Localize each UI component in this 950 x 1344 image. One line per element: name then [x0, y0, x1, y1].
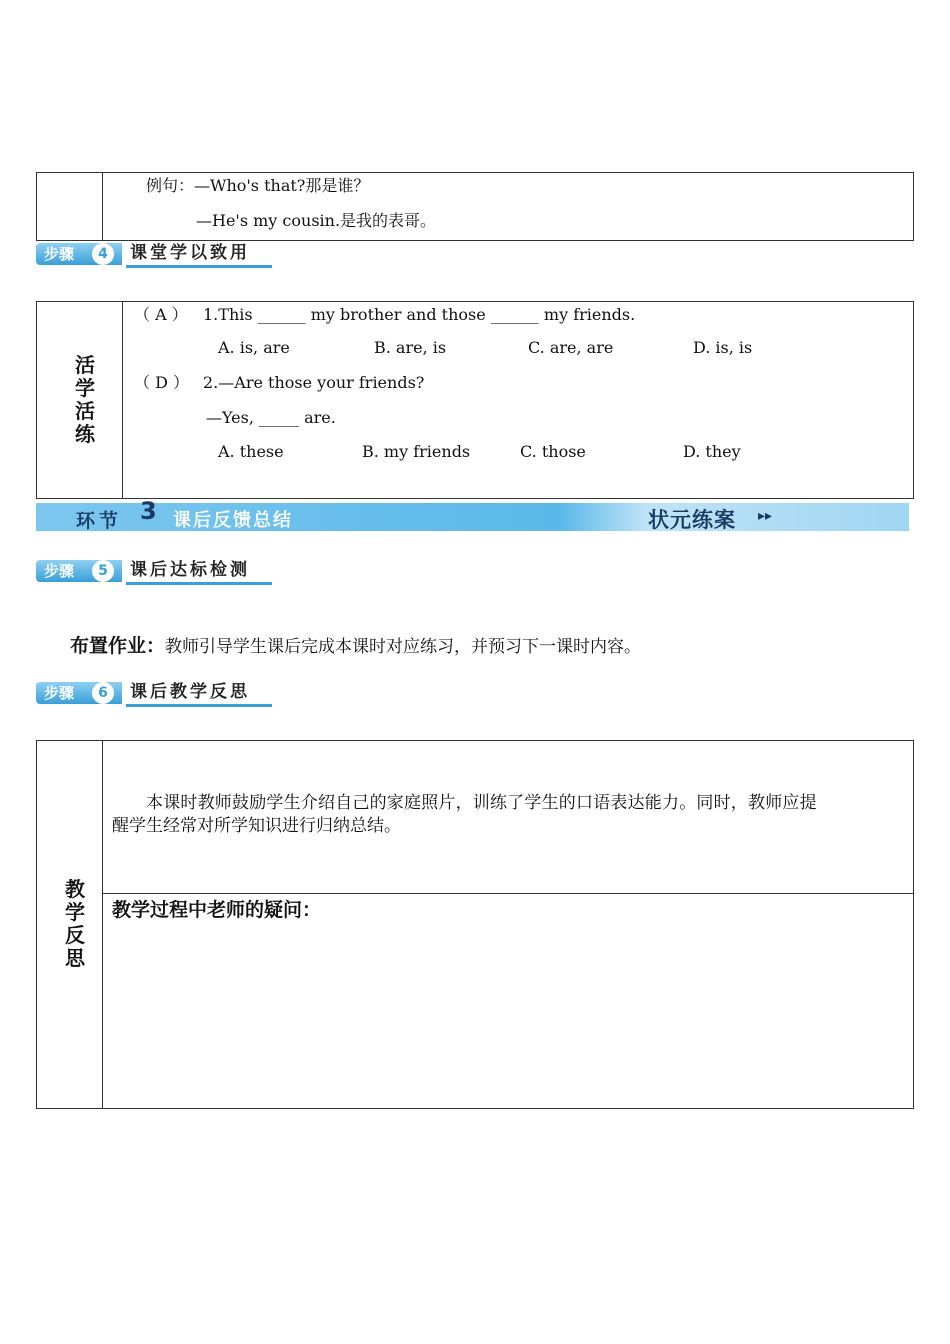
banner-title: 课后反馈总结 [173, 510, 293, 531]
banner-right-label: 状元练案 [648, 508, 736, 532]
step-4-number: 4 [92, 243, 114, 265]
q2-text: 2.—Are those your friends? [203, 373, 425, 392]
q1-option-a: A. is, are [218, 338, 290, 357]
reflection-line-1: 本课时教师鼓励学生介绍自己的家庭照片，训练了学生的口语表达能力。同时，教师应提 [146, 793, 817, 813]
step-6-pill: 步骤 [36, 682, 122, 704]
step-4-tag [36, 241, 270, 267]
step-6-label: 课后教学反思 [126, 680, 272, 707]
example-line-1: 例句：—Who's that?那是谁？ [146, 176, 370, 195]
homework-line [70, 634, 641, 659]
reflection-row-divider [102, 893, 914, 894]
section-banner [36, 497, 909, 532]
reflection-table-divider [102, 740, 103, 1109]
q2-line-2: —Yes, _____ are. [206, 408, 336, 427]
step-4-pill: 步骤 [36, 243, 122, 265]
banner-number: 3 [140, 497, 157, 525]
banner-part-label: 环节 [76, 510, 123, 532]
teacher-questions-label: 教学过程中老师的疑问： [112, 899, 322, 921]
q1-option-d: D. is, is [693, 338, 753, 357]
homework-label: 布置作业： [70, 635, 166, 657]
step-4-label: 课堂学以致用 [126, 241, 272, 268]
example-table-divider [102, 172, 103, 241]
q2-option-b: B. my friends [362, 442, 471, 461]
step-6-number: 6 [92, 682, 114, 704]
practice-table-divider [122, 301, 123, 499]
step-6-tag [36, 680, 270, 706]
practice-table [36, 301, 914, 499]
step-5-number: 5 [92, 560, 114, 582]
step-5-label: 课后达标检测 [126, 558, 272, 585]
practice-side-label: 活学活练 [75, 353, 95, 446]
q1-option-c: C. are, are [528, 338, 614, 357]
reflection-line-2: 醒学生经常对所学知识进行归纳总结。 [112, 816, 401, 836]
q1-answer: （ A ） [134, 305, 188, 324]
q2-option-c: C. those [520, 442, 586, 461]
step-5-pill: 步骤 [36, 560, 122, 582]
homework-text: 教师引导学生课后完成本课时对应练习，并预习下一课时内容。 [165, 637, 642, 657]
q1-option-b: B. are, is [374, 338, 447, 357]
double-arrow-icon: ▸▸ [758, 508, 773, 524]
example-line-2: —He's my cousin.是我的表哥。 [196, 211, 437, 230]
reflection-side-label: 教学反思 [65, 877, 85, 970]
q2-option-a: A. these [218, 442, 284, 461]
q2-answer: （ D ） [134, 373, 190, 392]
step-5-tag [36, 558, 270, 584]
q1-text: 1.This ______ my brother and those ______ my friends. [203, 305, 636, 324]
q2-option-d: D. they [683, 442, 741, 461]
